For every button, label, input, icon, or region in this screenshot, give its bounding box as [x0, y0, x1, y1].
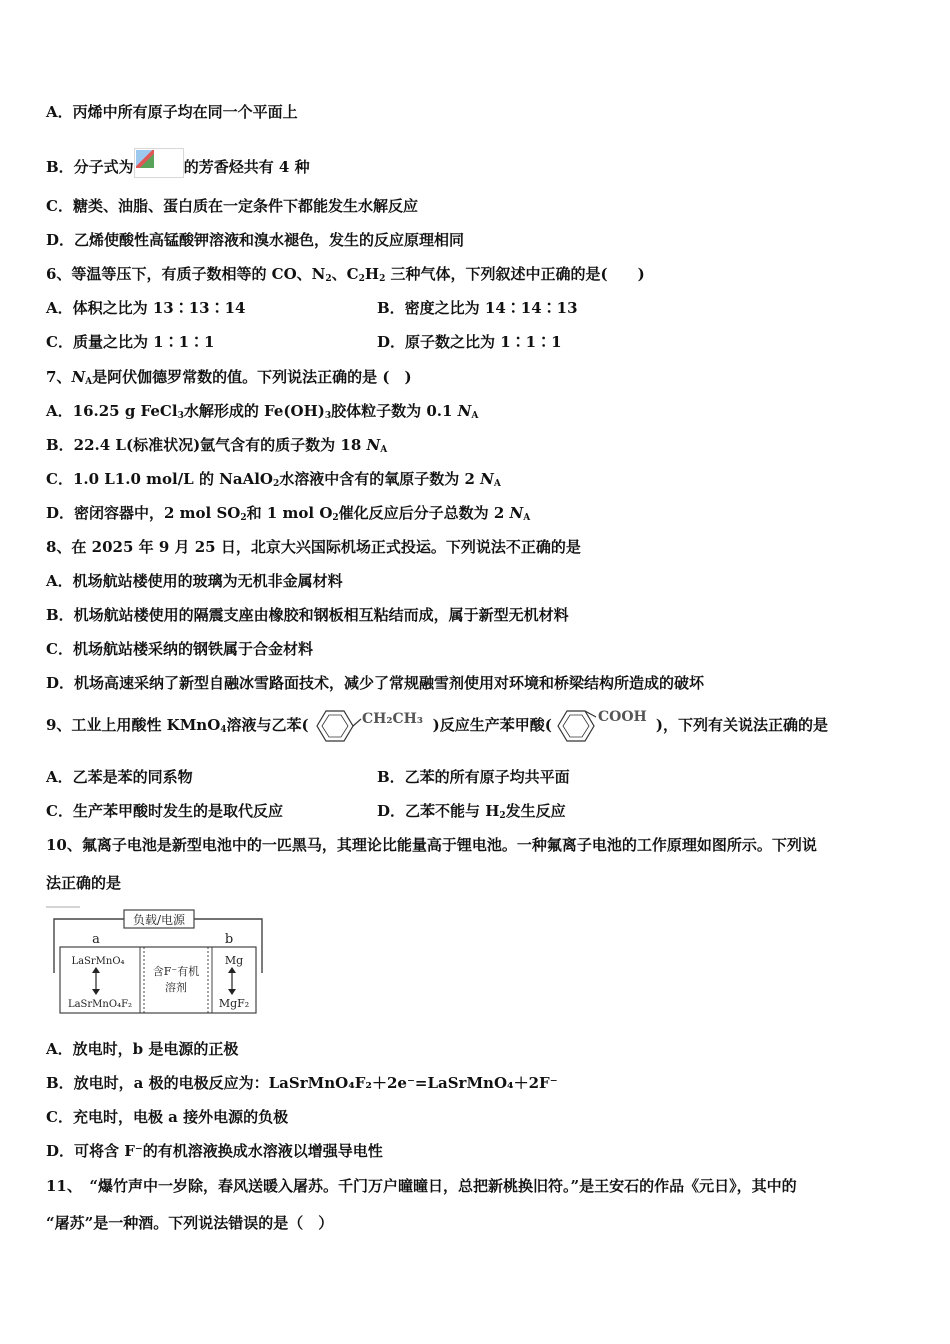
- q9-option-b: B．乙苯的所有原子均共平面: [377, 768, 570, 786]
- formula-image-icon: [134, 148, 184, 178]
- q5-option-a: A．丙烯中所有原子均在同一个平面上: [46, 103, 298, 121]
- ethylbenzene-structure: [309, 707, 433, 745]
- text-part: D．密闭容器中，2 mol SO: [46, 504, 241, 522]
- q5-option-d: D．乙烯使酸性高锰酸钾溶液和溴水褪色，发生的反应原理相同: [46, 231, 465, 249]
- q5-option-b-pre: B．分子式为: [46, 158, 134, 176]
- q7-option-a: [46, 401, 478, 426]
- subscript: 2: [325, 274, 332, 284]
- q6-stem-part: 、C: [331, 265, 359, 283]
- text-part: 水解形成的 Fe(OH): [183, 402, 325, 420]
- cooh-label: COOH: [597, 709, 647, 725]
- q9-stem-part: )，下列有关说法正确的是: [655, 716, 828, 734]
- q7-option-d: [46, 503, 530, 528]
- subscript: 2: [273, 479, 280, 489]
- ethyl-label: CH₂CH₃: [361, 711, 423, 727]
- q6-stem-part: H: [364, 265, 380, 283]
- subscript: 2: [240, 513, 247, 523]
- q11-stem-line2: “屠苏”是一种酒。下列说法错误的是（ ）: [46, 1214, 334, 1232]
- subscript: A: [380, 445, 388, 455]
- avogadro-symbol: N: [71, 368, 86, 386]
- q8-option-b: B．机场航站楼使用的隔震支座由橡胶和钢板相互粘结而成，属于新型无机材料: [46, 606, 569, 624]
- text-part: 催化反应后分子总数为 2: [338, 504, 510, 522]
- q6-stem-part: 6、等温等压下，有质子数相等的 CO、N: [46, 265, 326, 283]
- avogadro-symbol: N: [366, 436, 381, 454]
- subscript: 2: [332, 513, 339, 523]
- q9-stem: [46, 705, 828, 750]
- q9-stem-part: 溶液与乙苯(: [226, 716, 309, 734]
- benzoic-acid-structure: [552, 707, 656, 745]
- q6-option-d: D．原子数之比为 1∶1∶1: [377, 333, 562, 351]
- text-part: 发生反应: [505, 802, 566, 820]
- subscript: 3: [324, 411, 332, 421]
- text-part: A．16.25 g FeCl: [46, 402, 178, 420]
- subscript: A: [493, 479, 501, 489]
- subscript: A: [471, 411, 479, 421]
- q9-option-c: C．生产苯甲酸时发生的是取代反应: [46, 802, 283, 820]
- q8-stem: 8、在 2025 年 9 月 25 日，北京大兴国际机场正式投运。下列说法不正确的是: [46, 538, 581, 556]
- left-electrode-bottom: LaSrMnO₄F₂: [67, 999, 133, 1010]
- electrode-b-label: b: [224, 932, 234, 947]
- text-part: 胶体粒子数为 0.1: [331, 402, 458, 420]
- load-source-label: 负载/电源: [132, 913, 186, 927]
- q9-stem-part: )反应生产苯甲酸(: [432, 716, 552, 734]
- fluoride-battery-diagram: [46, 905, 270, 1017]
- q9-option-d: [377, 801, 566, 826]
- text-part: D．乙苯不能与 H: [377, 802, 500, 820]
- text-part: 和 1 mol O: [246, 504, 333, 522]
- subscript: A: [523, 513, 531, 523]
- subscript: 2: [379, 274, 386, 284]
- avogadro-symbol: N: [457, 402, 472, 420]
- q10-stem-line2: 法正确的是: [46, 874, 122, 892]
- text-part: B．22.4 L(标准状况)氩气含有的质子数为 18: [46, 436, 367, 454]
- electrolyte-label-2: 溶剂: [165, 981, 187, 994]
- q7-stem-text: 是阿伏伽德罗常数的值。下列说法正确的是 ( ): [92, 368, 412, 386]
- right-electrode-bottom: MgF₂: [218, 997, 250, 1010]
- q5-option-b: [46, 148, 310, 178]
- subscript: 2: [499, 811, 506, 821]
- q9-stem-part: 9、工业上用酸性 KMnO: [46, 716, 221, 734]
- electrolyte-label-1: 含F⁻有机: [152, 965, 200, 978]
- q8-option-c: C．机场航站楼采纳的钢铁属于合金材料: [46, 640, 313, 658]
- q9-option-a: A．乙苯是苯的同系物: [46, 768, 193, 786]
- q10-option-b: B．放电时，a 极的电极反应为：LaSrMnO₄F₂＋2e⁻=LaSrMnO₄＋2F⁻: [46, 1074, 558, 1092]
- subscript: A: [85, 377, 93, 387]
- q6-option-c: C．质量之比为 1∶1∶1: [46, 333, 215, 351]
- q8-option-d: D．机场高速采纳了新型自融冰雪路面技术，减少了常规融雪剂使用对环境和桥梁结构所造成的破坏: [46, 674, 705, 692]
- q10-stem-line1: 10、氟离子电池是新型电池中的一匹黑马，其理论比能量高于锂电池。一种氟离子电池的工作原理如图所示。下列说: [46, 836, 817, 854]
- left-electrode-top: LaSrMnO₄: [71, 956, 125, 967]
- avogadro-symbol: N: [509, 504, 524, 522]
- q8-option-a: A．机场航站楼使用的玻璃为无机非金属材料: [46, 572, 343, 590]
- q7-stem: [46, 367, 412, 392]
- text-part: 水溶液中含有的氧原子数为 2: [279, 470, 481, 488]
- q10-option-c: C．充电时，电极 a 接外电源的负极: [46, 1108, 289, 1126]
- q6-stem-part: 三种气体，下列叙述中正确的是( ): [385, 265, 645, 283]
- avogadro-symbol: N: [480, 470, 494, 488]
- text-part: C．1.0 L1.0 mol/L 的 NaAlO: [46, 470, 273, 488]
- q7-option-b: [46, 435, 387, 460]
- q5-option-c: C．糖类、油脂、蛋白质在一定条件下都能发生水解反应: [46, 197, 418, 215]
- right-electrode-top: Mg: [224, 954, 244, 967]
- q6-option-a: A．体积之比为 13∶13∶14: [46, 299, 246, 317]
- q6-option-b: B．密度之比为 14∶14∶13: [377, 299, 578, 317]
- q10-option-d: D．可将含 F⁻的有机溶液换成水溶液以增强导电性: [46, 1142, 383, 1160]
- subscript: 2: [358, 274, 365, 284]
- q10-option-a: A．放电时，b 是电源的正极: [46, 1040, 239, 1058]
- q6-stem: [46, 264, 645, 289]
- q5-option-b-post: 的芳香烃共有 4 种: [183, 158, 310, 176]
- electrode-a-label: a: [92, 932, 100, 947]
- subscript: 4: [220, 725, 227, 735]
- q11-stem-line1: 11、 “爆竹声中一岁除，春风送暖入屠苏。千门万户曈曈日，总把新桃换旧符。”是王安石的作品《元日》，其中的: [46, 1177, 797, 1195]
- q7-option-c: [46, 469, 501, 494]
- subscript: 3: [177, 411, 184, 421]
- q7-number: 7、: [46, 368, 72, 386]
